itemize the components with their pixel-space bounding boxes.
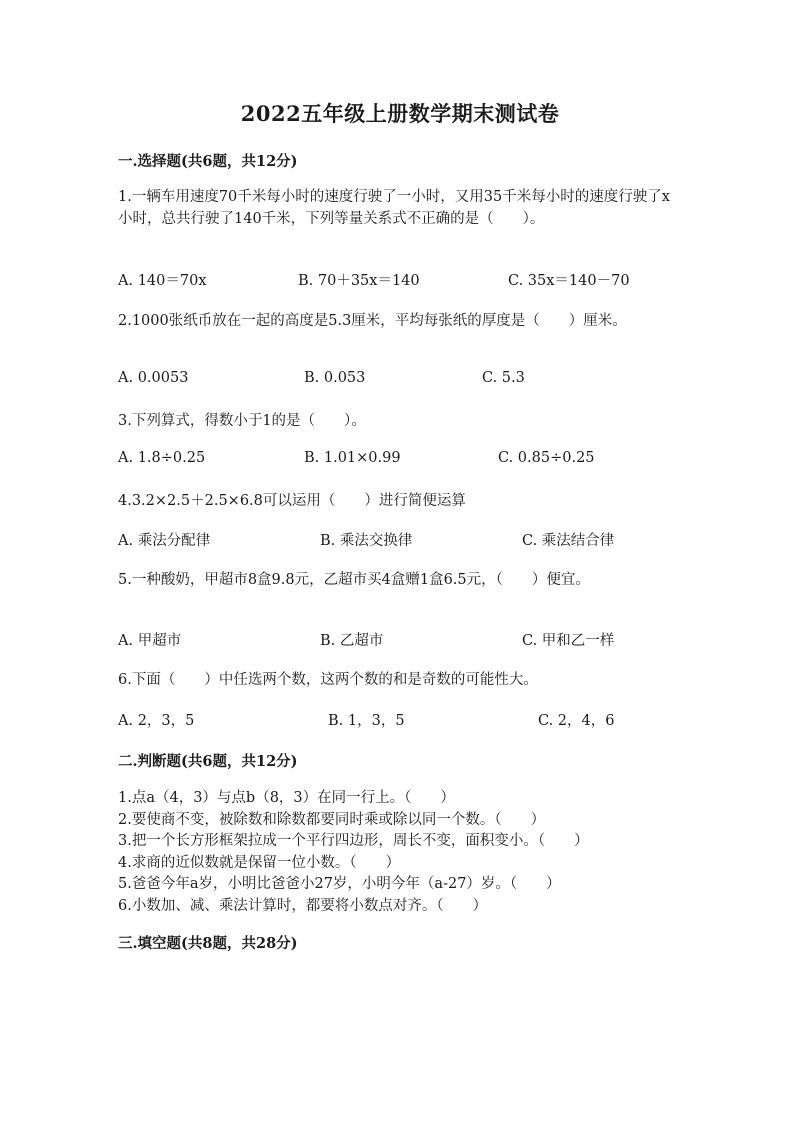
question-text: 2.1000张纸币放在一起的高度是5.3厘米，平均每张纸的厚度是（ ）厘米。: [118, 313, 627, 329]
option-a: A. 甲超市: [118, 633, 182, 649]
judge-item: 3.把一个长方形框架拉成一个平行四边形，周长不变，面积变小。（ ）: [118, 833, 589, 849]
judge-list: [118, 788, 718, 917]
judge-item: 1.点a（4，3）与点b（8，3）在同一行上。（ ）: [118, 790, 455, 806]
option-a: A. 0.0053: [118, 370, 189, 386]
question-stem: [118, 186, 670, 230]
option-row: [118, 269, 678, 289]
option-c: C. 35x＝140－70: [508, 273, 630, 289]
option-c: C. 乘法结合律: [522, 533, 615, 549]
question-stem: [118, 669, 670, 691]
question-text: 4.3.2×2.5＋2.5×6.8可以运用（ ）进行简便运算: [118, 493, 466, 509]
option-row: [118, 370, 678, 390]
judge-item: 6.小数加、减、乘法计算时，都要将小数点对齐。（ ）: [118, 897, 488, 914]
question-text: 5.一种酸奶，甲超市8盒9.8元，乙超市买4盒赠1盒6.5元，（ ）便宜。: [118, 572, 590, 588]
section-heading-fill: 三.填空题(共8题，共28分): [118, 935, 298, 952]
question-stem: [118, 490, 670, 512]
option-row: [118, 529, 678, 549]
judge-item: 5.爸爸今年a岁，小明比爸爸小27岁，小明今年（a-27）岁。（ ）: [118, 876, 561, 892]
option-b: B. 乙超市: [320, 633, 384, 649]
option-a: A. 乘法分配律: [118, 533, 211, 549]
option-b: B. 1，3，5: [328, 713, 405, 729]
option-a: A. 140＝70x: [118, 273, 207, 289]
section-heading-choice: 一.选择题(共6题，共12分): [118, 153, 298, 170]
option-c: C. 0.85÷0.25: [498, 450, 595, 466]
question-stem: [118, 410, 670, 432]
option-row: [118, 709, 678, 729]
question-stem: [118, 569, 670, 591]
option-a: A. 1.8÷0.25: [118, 450, 206, 466]
judge-item: 2.要使商不变，被除数和除数都要同时乘或除以同一个数。（ ）: [118, 811, 546, 828]
judge-item: 4.求商的近似数就是保留一位小数。（ ）: [118, 854, 401, 871]
question-text: 1.一辆车用速度70千米每小时的速度行驶了一小时，又用35千米每小时的速度行驶了x小时，总共行驶了140千米，下列等量关系式不正确的是（ ）。: [118, 189, 670, 227]
option-b: B. 70＋35x＝140: [298, 273, 420, 289]
option-a: A. 2，3，5: [118, 713, 195, 729]
option-b: B. 1.01×0.99: [304, 450, 401, 466]
option-b: B. 0.053: [304, 370, 366, 386]
option-c: C. 5.3: [482, 370, 525, 386]
question-stem: [118, 310, 670, 332]
section-heading-judge: 二.判断题(共6题，共12分): [118, 753, 298, 770]
option-row: [118, 629, 678, 649]
option-c: C. 甲和乙一样: [522, 633, 615, 649]
option-b: B. 乘法交换律: [320, 533, 413, 549]
question-text: 6.下面（ ）中任选两个数，这两个数的和是奇数的可能性大。: [118, 672, 538, 688]
page-title: 2022五年级上册数学期末测试卷: [240, 101, 560, 126]
question-text: 3.下列算式，得数小于1的是（ ）。: [118, 413, 366, 429]
option-c: C. 2，4，6: [538, 713, 615, 729]
option-row: [118, 450, 678, 470]
